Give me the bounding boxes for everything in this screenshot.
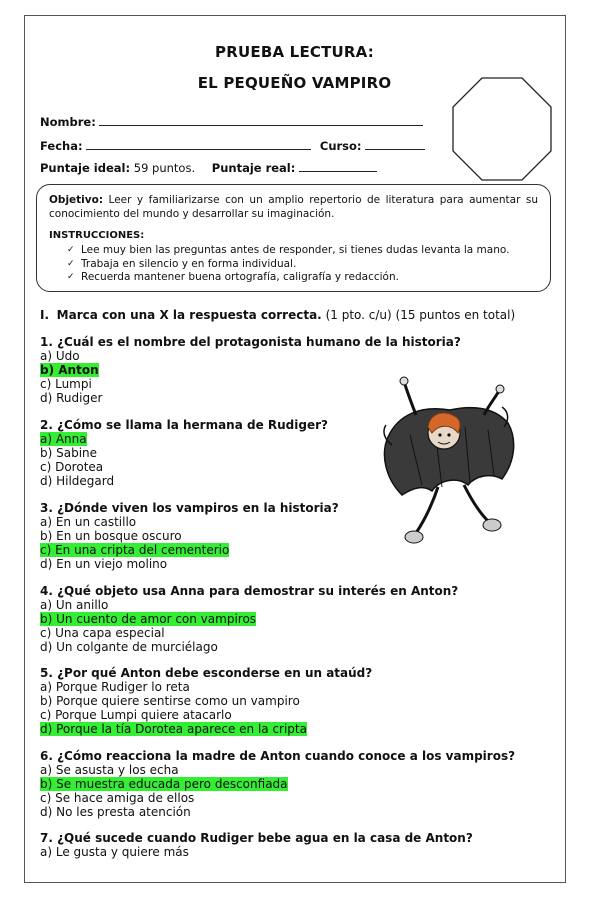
ideal-score-value: 59 puntos. — [133, 161, 196, 175]
question-6: 6. ¿Cómo reacciona la madre de Anton cuando conoce a los vampiros? a) Se asusta y los echa b) Se muestra educada pero desconfiada c) Se hace amiga de ellos d) No les presta atención — [40, 749, 516, 819]
course-line[interactable] — [365, 138, 425, 150]
answer-option[interactable]: a) Un anillo — [40, 598, 109, 612]
answer-option[interactable]: d) Rudiger — [40, 391, 103, 405]
answer-option-correct[interactable]: b) Un cuento de amor con vampiros — [40, 612, 257, 626]
question-5: 5. ¿Por qué Anton debe esconderse en un ataúd? a) Porque Rudiger lo reta b) Porque quiere sentirse como un vampiro c) Porque Lumpi quiere atacarlo d) Porque la tía Dorotea aparece en la cripta — [40, 666, 373, 736]
answer-option[interactable]: d) Hildegard — [40, 474, 115, 488]
real-score-label: Puntaje real: — [211, 161, 296, 175]
section-heading: I. Marca con una X la respuesta correcta. (1 pto. c/u) (15 puntos en total) — [40, 308, 516, 322]
date-label: Fecha: — [40, 139, 83, 153]
objective-label: Objetivo: — [49, 194, 104, 206]
answer-option[interactable]: d) Un colgante de murciélago — [40, 640, 218, 654]
answer-option[interactable]: b) Sabine — [40, 446, 98, 460]
section-note: (1 pto. c/u) (15 puntos en total) — [325, 308, 516, 322]
answer-option-correct[interactable]: c) En una cripta del cementerio — [40, 543, 230, 557]
answer-option[interactable]: a) Udo — [40, 349, 80, 363]
answer-option-correct[interactable]: a) Anna — [40, 432, 87, 446]
answer-option[interactable]: b) En un bosque oscuro — [40, 529, 182, 543]
check-icon: ✓ — [67, 258, 75, 269]
answer-option-correct[interactable]: b) Se muestra educada pero desconfiada — [40, 777, 288, 791]
answer-option[interactable]: c) Lumpi — [40, 377, 92, 391]
name-label: Nombre: — [40, 115, 96, 129]
answer-option[interactable]: c) Porque Lumpi quiere atacarlo — [40, 708, 232, 722]
answer-option-correct[interactable]: d) Porque la tía Dorotea aparece en la cripta — [40, 722, 307, 736]
octagon-score-box[interactable] — [452, 77, 552, 181]
answer-option[interactable]: d) En un viejo molino — [40, 557, 168, 571]
instruction-item: ✓ Lee muy bien las preguntas antes de responder, si tienes dudas levanta la mano. — [67, 244, 510, 256]
check-icon: ✓ — [67, 245, 75, 255]
answer-option[interactable]: c) Dorotea — [40, 460, 104, 474]
answer-option[interactable]: b) Porque quiere sentirse como un vampiro — [40, 694, 300, 708]
page-title: PRUEBA LECTURA: — [215, 43, 374, 61]
answer-option-correct[interactable]: b) Anton — [40, 363, 99, 377]
score-field — [40, 160, 377, 175]
page-subtitle: EL PEQUEÑO VAMPIRO — [197, 74, 392, 92]
course-label: Curso: — [319, 139, 362, 153]
vampire-illustration — [380, 375, 520, 550]
section-instruction: Marca con una X la respuesta correcta. — [56, 308, 322, 322]
instruction-item: ✓ Trabaja en silencio y en forma individual. — [67, 257, 297, 270]
question-3: 3. ¿Dónde viven los vampiros en la historia? a) En un castillo b) En un bosque oscuro c) En una cripta del cementerio d) En un viejo molino — [40, 501, 339, 571]
objective-text: Objetivo: Leer y familiarizarse con un amplio repertorio de literatura para aumentar su conocimiento del mundo y desarrollar su imaginación. — [49, 194, 539, 220]
answer-option[interactable]: a) Se asusta y los echa — [40, 763, 179, 777]
answer-option[interactable]: a) Le gusta y quiere más — [40, 845, 189, 859]
check-icon: ✓ — [67, 272, 75, 282]
answer-option[interactable]: c) Una capa especial — [40, 626, 165, 640]
name-field[interactable] — [40, 114, 423, 129]
instructions-title: INSTRUCCIONES: — [49, 230, 145, 241]
ideal-score-label: Puntaje ideal: — [40, 161, 131, 175]
name-line[interactable] — [99, 114, 423, 126]
date-course-field[interactable] — [40, 138, 425, 153]
instructions-list — [49, 244, 538, 285]
question-2: 2. ¿Cómo se llama la hermana de Rudiger? a) Anna b) Sabine c) Dorotea d) Hildegard — [40, 418, 328, 488]
question-1: 1. ¿Cuál es el nombre del protagonista humano de la historia? a) Udo b) Anton c) Lumpi d) Rudiger — [40, 335, 461, 405]
instruction-item: ✓ Recuerda mantener buena ortografía, caligrafía y redacción. — [67, 271, 399, 283]
real-score-line[interactable] — [299, 160, 377, 172]
answer-option[interactable]: a) En un castillo — [40, 515, 137, 529]
question-4: 4. ¿Qué objeto usa Anna para demostrar su interés en Anton? a) Un anillo b) Un cuento de amor con vampiros c) Una capa especial d) Un colgante de murciélago — [40, 584, 459, 654]
question-7: 7. ¿Qué sucede cuando Rudiger bebe agua en la casa de Anton? a) Le gusta y quiere más — [40, 831, 473, 859]
answer-option[interactable]: a) Porque Rudiger lo reta — [40, 680, 190, 694]
answer-option[interactable]: c) Se hace amiga de ellos — [40, 791, 195, 805]
objective-box — [36, 184, 551, 292]
answer-option[interactable]: d) No les presta atención — [40, 805, 191, 819]
date-line[interactable] — [86, 138, 311, 150]
